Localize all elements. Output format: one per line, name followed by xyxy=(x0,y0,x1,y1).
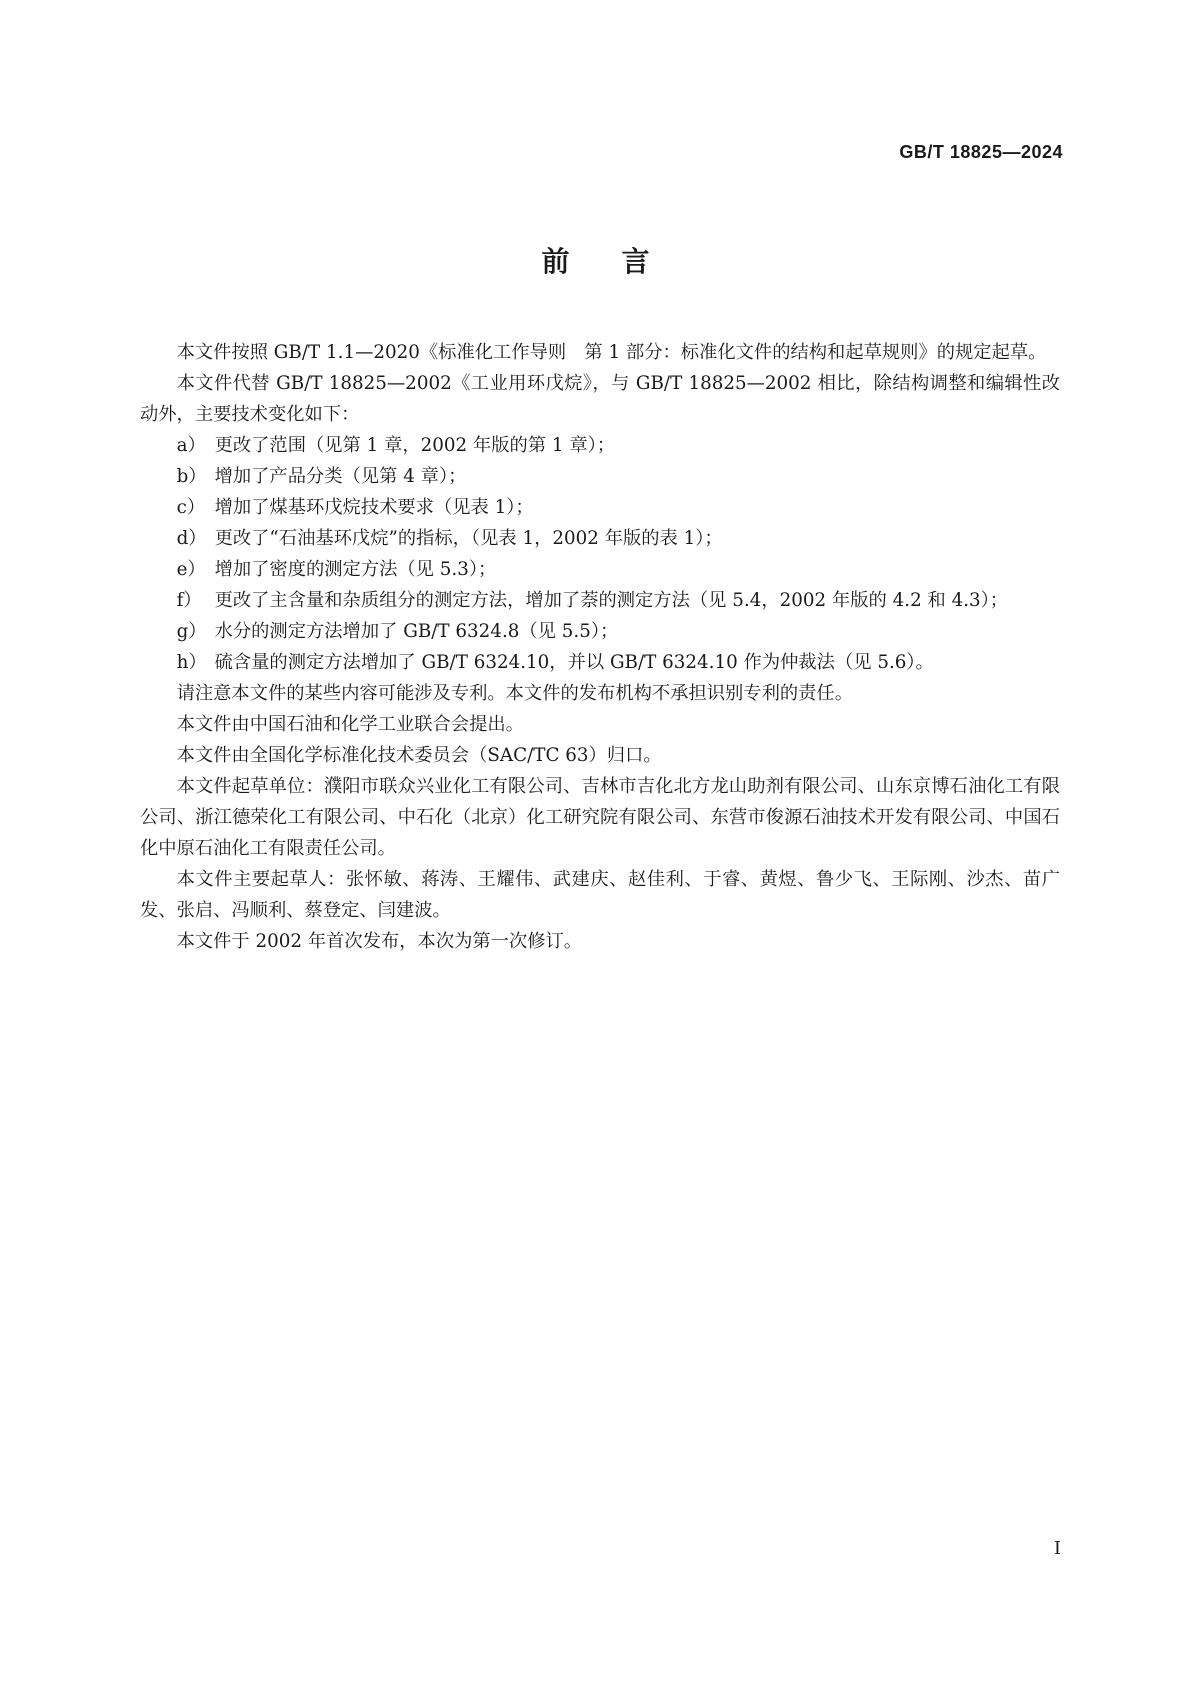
paragraph-drafting-rules: 本文件按照 GB/T 1.1—2020《标准化工作导则 第 1 部分：标准化文件的结构和起草规则》的规定起草。 xyxy=(176,342,1047,363)
list-item-text: 增加了产品分类（见第 4 章）； xyxy=(214,466,467,487)
page-number: I xyxy=(1053,1538,1061,1559)
list-item xyxy=(140,616,1060,647)
list-item-text: 更改了主含量和杂质组分的测定方法，增加了萘的测定方法（见 5.4，2002 年版的 4.2 和 4.3）； xyxy=(214,590,1009,611)
list-item-marker: h） xyxy=(176,652,207,673)
list-item-text: 硫含量的测定方法增加了 GB/T 6324.10，并以 GB/T 6324.10 作为仲裁法（见 5.6）。 xyxy=(214,652,934,673)
list-item-marker: a） xyxy=(176,435,206,456)
foreword-body xyxy=(140,337,1060,957)
paragraph-publication-history: 本文件于 2002 年首次发布，本次为第一次修订。 xyxy=(176,931,583,952)
paragraph-replacement: 本文件代替 GB/T 18825—2002《工业用环戊烷》，与 GB/T 18825—2002 相比，除结构调整和编辑性改动外，主要技术变化如下： xyxy=(140,373,1060,425)
list-item-text: 水分的测定方法增加了 GB/T 6324.8（见 5.5）； xyxy=(214,621,619,642)
list-item-marker: c） xyxy=(176,497,206,518)
list-item xyxy=(140,430,1060,461)
list-item-text: 增加了密度的测定方法（见 5.3）； xyxy=(214,559,497,580)
paragraph-drafting-units: 本文件起草单位：濮阳市联众兴业化工有限公司、吉林市吉化北方龙山助剂有限公司、山东京博石油化工有限公司、浙江德荣化工有限公司、中石化（北京）化工研究院有限公司、东营市俊源石油技术开发有限公司、中国石化中原石油化工有限责任公司。 xyxy=(140,776,1060,859)
list-item xyxy=(140,492,1060,523)
paragraph-main-drafters: 本文件主要起草人：张怀敏、蒋涛、王耀伟、武建庆、赵佳利、于睿、黄煜、鲁少飞、王际刚、沙杰、苗广发、张启、冯顺利、蔡登定、闫建波。 xyxy=(140,869,1060,921)
page-title: 前言 xyxy=(541,245,702,278)
list-item xyxy=(140,585,1060,616)
list-item-marker: f） xyxy=(176,590,202,611)
list-item xyxy=(140,554,1060,585)
list-item-marker: d） xyxy=(176,528,207,549)
paragraph-under-jurisdiction: 本文件由全国化学标准化技术委员会（SAC/TC 63）归口。 xyxy=(176,745,662,766)
list-item xyxy=(140,461,1060,492)
paragraph-patent-notice: 请注意本文件的某些内容可能涉及专利。本文件的发布机构不承担识别专利的责任。 xyxy=(176,683,853,704)
list-item xyxy=(140,647,1060,678)
list-item-text: 更改了“石油基环戊烷”的指标，（见表 1，2002 年版的表 1）； xyxy=(214,528,723,549)
list-item-marker: e） xyxy=(176,559,206,580)
list-item-marker: g） xyxy=(176,621,207,642)
document-code: GB/T 18825—2024 xyxy=(899,142,1063,162)
paragraph-proposed-by: 本文件由中国石油和化学工业联合会提出。 xyxy=(176,714,524,735)
list-item-text: 更改了范围（见第 1 章，2002 年版的第 1 章）； xyxy=(214,435,616,456)
list-item-text: 增加了煤基环戊烷技术要求（见表 1）； xyxy=(214,497,534,518)
list-item-marker: b） xyxy=(176,466,207,487)
list-item xyxy=(140,523,1060,554)
